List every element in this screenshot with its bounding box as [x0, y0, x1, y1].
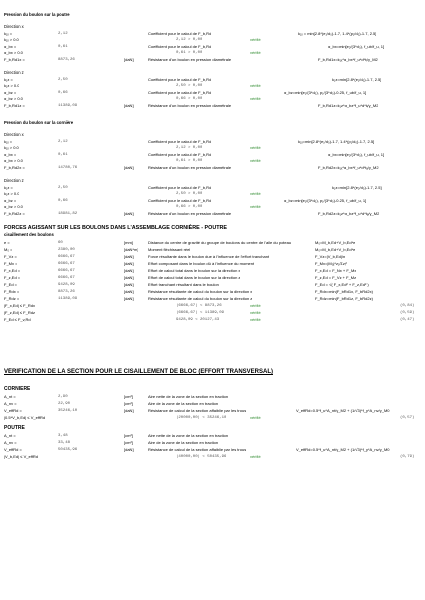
- symbol: A_nv =: [4, 401, 17, 406]
- status-badge: vérifié: [250, 158, 261, 163]
- table-row: [0, 408, 425, 414]
- formula: V_effRd=0.5*f_u*A_nt/γ_M2 + (1/√3)*f_y*A_nv/γ_M0: [296, 447, 390, 452]
- description: Effort tranchant résultant dans le boulon: [148, 282, 219, 287]
- direction-x-heading: Direction x: [4, 24, 24, 29]
- status-badge: vérifié: [250, 204, 261, 209]
- unit: [daN]: [124, 289, 134, 294]
- status-badge: vérifié: [250, 96, 261, 101]
- unit: [daN*m]: [124, 247, 139, 252]
- value: 6666,67: [58, 262, 75, 266]
- status-badge: vérifié: [250, 37, 261, 42]
- unit: [mm]: [124, 240, 133, 245]
- status-badge: vérifié: [250, 83, 261, 88]
- status-badge: vérifié: [250, 191, 261, 196]
- formula: M₀=M_b,Ed+V_b,Ed*e: [315, 240, 356, 245]
- description: Moment fléchissant réel: [148, 247, 191, 252]
- description: Distance du centre de gravité du groupe de boulons du centre de l'aile du poteau: [148, 240, 292, 245]
- table-row: [0, 240, 425, 246]
- description: Résistance résultante de calcul du boulon sur la direction z: [148, 296, 253, 301]
- check-k1x: k₁ₓ > 0.0 2,12 > 0,00 vérifié: [4, 145, 261, 150]
- check-k1x: k₁ₓ > 0.0 2,12 > 0,00 vérifié: [4, 37, 261, 42]
- description: Aire nette de la zone de la section en traction: [148, 433, 229, 438]
- description: Aire de la zone de la section en traction: [148, 440, 219, 445]
- section-title-bolt-bearing-angle: Pression du boulon sur la cornière: [4, 120, 74, 125]
- description: Effort de calcul total dans le boulon sur la direction z: [148, 275, 241, 280]
- value: 2,90: [58, 395, 68, 399]
- comparison: |6666,67| < 8873,26: [176, 304, 222, 308]
- direction-x-heading: Direction x: [4, 132, 24, 137]
- row-k1z: k₁z = 2,50 Coefficient pour le calcul de F_b,Rd k₁z=min[2.8*(e₁/d₀)-1.7, 2.5]: [4, 77, 382, 82]
- formula: F_Rdz=min(F_bRd1z, F_bRd2z): [315, 296, 373, 301]
- unit: [daN]: [124, 408, 134, 413]
- ratio: (0,84): [400, 304, 415, 308]
- value: 6666,67: [58, 269, 75, 273]
- table-row: [0, 440, 425, 446]
- description: Aire de la zone de la section en traction: [148, 401, 219, 406]
- description: Résistance résultante de calcul du boulon sur la direction x: [148, 289, 253, 294]
- comparison: |20000,00| < 35246,10: [176, 416, 227, 420]
- direction-z-heading: Direction z: [4, 178, 24, 183]
- symbol: A_nt =: [4, 394, 16, 399]
- subsection-bolt-shear: cisaillement des boulons: [4, 232, 54, 237]
- description: Effort de calcul total dans le boulon sur la direction x: [148, 268, 241, 273]
- value: 2380,00: [58, 248, 75, 252]
- value: 22,90: [58, 402, 71, 406]
- symbol: M₀ =: [4, 247, 13, 252]
- unit: [daN]: [124, 447, 134, 452]
- table-row: [0, 247, 425, 253]
- description: Résistance de calcul de la section affaiblie par les trous: [148, 447, 247, 452]
- symbol: A_nt =: [4, 433, 16, 438]
- comparison: 9428,09 < 20127,43: [176, 318, 220, 322]
- ratio: (0,79): [400, 455, 415, 459]
- symbol: F_Vz =: [4, 254, 17, 259]
- check-row: [0, 415, 425, 421]
- row-k1z: k₁z = 2,50 Coefficient pour le calcul de F_b,Rd k₁z=min[2.8*(e₂/d₀)-1.7, 2.5]: [4, 185, 382, 190]
- value: 60: [58, 241, 63, 245]
- value: 6666,67: [58, 276, 75, 280]
- description: Effort composant dans le boulon dû à l'influence du moment: [148, 261, 255, 266]
- table-row: [0, 401, 425, 407]
- unit: [cm²]: [124, 401, 133, 406]
- check-abz: α_bz > 0.0 0,66 > 0,00 vérifié: [4, 204, 261, 209]
- value: 6666,67: [58, 255, 75, 259]
- row-fbz: F_b,Rd1z = 11389,09 [daN] Résistance d'un boulon en pression diamétrale F_b,Rd1z=k₁z*α_bz*f_u*d*tᵢ/γ_M2: [4, 103, 379, 108]
- unit: [cm²]: [124, 394, 133, 399]
- value: 50435,96: [58, 448, 78, 452]
- value: 35246,10: [58, 409, 78, 413]
- condition: F_Ed ≤ F_v,Rd: [4, 317, 31, 322]
- table-row: [0, 275, 425, 281]
- formula: V_effRd=0.5*f_u*A_nt/γ_M2 + (1/√3)*f_y*A_nv/γ_M0: [296, 408, 390, 413]
- condition: |F_z,Ed| ≤ F_Rdz: [4, 310, 35, 315]
- formula: F_z,Ed = F_Vz + F_Mz: [315, 275, 357, 280]
- table-row: [0, 296, 425, 302]
- symbol: F_Ed =: [4, 282, 18, 287]
- symbol: F_Mx =: [4, 261, 18, 266]
- unit: [daN]: [124, 254, 134, 259]
- symbol: V_effRd =: [4, 447, 22, 452]
- symbol: e =: [4, 240, 10, 245]
- description: Aire nette de la zone de la section en traction: [148, 394, 229, 399]
- symbol: A_nv =: [4, 440, 17, 445]
- unit: [daN]: [124, 296, 134, 301]
- row-k1x: k₁ₓ = 2,12 Coefficient pour le calcul de F_b,Rd k₁ₓ=min[2.8*(e₁/d₀)-1.7, 1.4*(p₁/d₀)-1.7, 2.5]: [4, 139, 375, 144]
- symbol: F_Rdz =: [4, 296, 20, 301]
- row-fbz: F_b,Rd2z = 18981,82 [daN] Résistance d'un boulon en pression diamétrale F_b,Rd2z=k₁z*α_bz*f_u*d*tₐ/γ_M2: [4, 211, 380, 216]
- row-fbx: F_b,Rd1x = 8873,26 [daN] Résistance d'un boulon en pression diamétrale F_b,Rd1x=k₁ₓ*α_bx*f_u*d*tᵢ/γ_M2: [4, 57, 378, 62]
- unit: [daN]: [124, 268, 134, 273]
- status-badge: vérifié: [250, 310, 261, 315]
- symbol: F_Rdx =: [4, 289, 20, 294]
- formula: F_Rdx=min(F_bRd1x, F_bRd2x): [315, 289, 373, 294]
- comparison: |40000,00| < 50435,96: [176, 455, 227, 459]
- status-badge: vérifié: [250, 415, 261, 420]
- row-fbx: F_b,Rd2x = 14780,76 [daN] Résistance d'un boulon en pression diamétrale F_b,Rd2x=k₁ₓ*α_bx*f_u*d*tₐ/γ_M2: [4, 165, 379, 170]
- row-abz: α_bz = 0,66 Coefficient pour le calcul de F_b,Rd α_bz=min[e₁/(3*d₀), p₁/(3*d₀)-0.25, f_ub/f_u, 1]: [4, 90, 367, 95]
- check-abz: α_bz > 0.0 0,66 > 0,00 vérifié: [4, 96, 261, 101]
- row-abz: α_bz = 0,66 Coefficient pour le calcul de F_b,Rd α_bz=min[e₁/(3*d₀), p₁/(3*d₀)-0.25, f_ub/f_u, 1]: [4, 198, 367, 203]
- subsection-beam: POUTRE: [4, 425, 25, 431]
- row-k1x: k₁ₓ = 2,12 Coefficient pour le calcul de F_b,Rd k₁ₓ = min[2.8*(e₁/d₀)-1.7, 1.4*(p₁/d₀)-1.7, 2.5]: [4, 31, 377, 36]
- subsection-angle: CORNIÈRE: [4, 386, 31, 392]
- table-row: [0, 433, 425, 439]
- table-row: [0, 282, 425, 288]
- symbol: F_z,Ed =: [4, 275, 21, 280]
- unit: [cm²]: [124, 440, 133, 445]
- check-row: [0, 310, 425, 316]
- check-k1z: k₁z > 0.0 2,50 > 0,00 vérifié: [4, 83, 261, 88]
- formula: F_x,Ed = F_Nx + F_Mx: [315, 268, 357, 273]
- section-title-bolt-forces: FORCES AGISSANT SUR LES BOULONS DANS L'ASSEMBLAGE CORNIÈRE - POUTRE: [4, 225, 228, 231]
- status-badge: vérifié: [250, 303, 261, 308]
- status-badge: vérifié: [250, 454, 261, 459]
- table-row: [0, 289, 425, 295]
- condition: |0.5*V_b,Ed| ≤ V_effRd: [4, 415, 46, 420]
- section-title-bolt-bearing-beam: Pression du boulon sur la poutre: [4, 12, 70, 17]
- check-row: [0, 454, 425, 460]
- table-row: [0, 261, 425, 267]
- check-abx: α_bx > 0.0 0,61 > 0,00 vérifié: [4, 50, 261, 55]
- description: Résistance de calcul de la section affaiblie par les trous: [148, 408, 247, 413]
- ratio: (0,59): [400, 311, 415, 315]
- check-row: [0, 317, 425, 323]
- row-abx: α_bx = 0,61 Coefficient pour le calcul de F_b,Rd α_bx=min[e₂/(3*d₀), f_ub/f_u, 1]: [4, 44, 385, 49]
- value: 9428,09: [58, 283, 75, 287]
- unit: [cm²]: [124, 433, 133, 438]
- formula: F_Ed = √( F_x,Ed² + F_z,Ed² ): [315, 282, 369, 287]
- table-row: [0, 254, 425, 260]
- status-badge: vérifié: [250, 50, 261, 55]
- formula: F_Mx=|M₀|*z₁/Σzᵢ²: [315, 261, 347, 266]
- unit: [daN]: [124, 282, 134, 287]
- unit: [daN]: [124, 275, 134, 280]
- ratio: (0,57): [400, 416, 415, 420]
- symbol: F_x,Ed =: [4, 268, 21, 273]
- table-row: [0, 394, 425, 400]
- condition: |F_x,Ed| ≤ F_Rdx: [4, 303, 35, 308]
- check-row: [0, 303, 425, 309]
- condition: |V_b,Ed| ≤ V_effRd: [4, 454, 38, 459]
- check-k1z: k₁z > 0.0 2,50 > 0,00 vérifié: [4, 191, 261, 196]
- comparison: |6666,67| < 11389,09: [176, 311, 225, 315]
- unit: [daN]: [124, 261, 134, 266]
- row-abx: α_bx = 0,61 Coefficient pour le calcul de F_b,Rd α_bx=min[e₂/(3*d₀), f_ub/f_u, 1]: [4, 152, 385, 157]
- value: 33,48: [58, 441, 71, 445]
- value: 8873,26: [58, 290, 75, 294]
- direction-z-heading: Direction z: [4, 70, 24, 75]
- section-title-block-shear: VÉRIFICATION DE LA SECTION POUR LE CISAILLEMENT DE BLOC (EFFORT TRANSVERSAL): [4, 369, 274, 375]
- description: Force résultante dans le boulon due à l'influence de l'effort tranchant: [148, 254, 270, 259]
- symbol: V_effRd =: [4, 408, 22, 413]
- check-abx: α_bx > 0.0 0,61 > 0,00 vérifié: [4, 158, 261, 163]
- value: 3,48: [58, 434, 68, 438]
- status-badge: vérifié: [250, 317, 261, 322]
- value: 11389,09: [58, 297, 78, 301]
- table-row: [0, 268, 425, 274]
- formula: M₀=M_b,Ed+V_b,Ed*e: [315, 247, 356, 252]
- formula: F_Vz=|V_b,Ed|/n: [315, 254, 346, 259]
- ratio: (0,47): [400, 318, 415, 322]
- table-row: [0, 447, 425, 453]
- status-badge: vérifié: [250, 145, 261, 150]
